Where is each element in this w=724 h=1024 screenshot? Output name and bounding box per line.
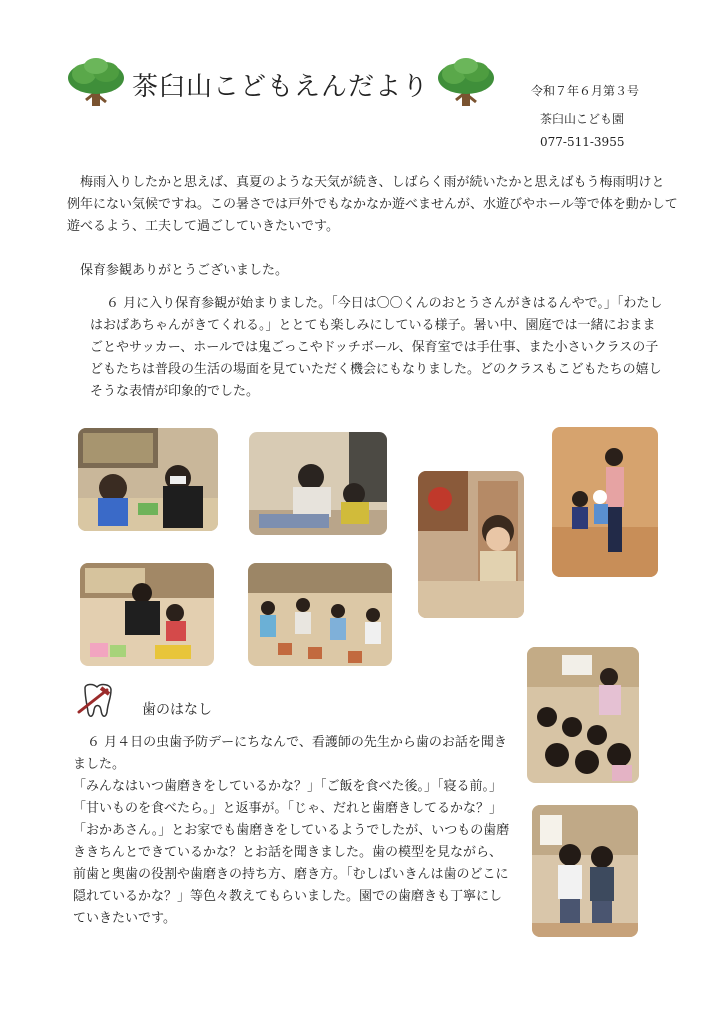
observation-line: はおばあちゃんがきてくれる。」ととても楽しみにしている様子。暑い中、園庭では一緒におまま (90, 318, 656, 333)
photo-child-crawling (418, 471, 524, 618)
teeth-line: 「おかあさん。」とお家でも歯磨きをしているようでしたが、いつもの歯磨 (73, 823, 510, 838)
teeth-section-heading: 歯のはなし (142, 702, 212, 718)
school-name: 茶臼山こども園 (540, 112, 625, 126)
teeth-line: 前歯と奥歯の役割や歯磨きの持ち方、磨き方。「むしばいきんは歯のどこに (73, 867, 509, 882)
photo-handwork-with-mother (78, 428, 218, 531)
teeth-line: 「甘いものを食べたら。」と返事が。「じゃ、だれと歯磨きしてるかな？」 (73, 801, 503, 816)
teeth-line: ました。 (73, 757, 126, 772)
phone-number: 077-511-3955 (540, 135, 625, 149)
photo-hall-play (552, 427, 658, 577)
teeth-line: ていきたいです。 (73, 911, 176, 926)
observation-paragraph (68, 293, 668, 403)
tree-icon-right (436, 58, 496, 112)
photo-children-with-blocks (248, 563, 392, 666)
intro-line: 梅雨入りしたかと思えば、真夏のような天気が続き、しばらく雨が続いたかと思えばもう梅雨明けと (80, 175, 665, 190)
observation-line: どもたちは普段の生活の場面を見ていただく機会にもなりました。どのクラスもこどもたちの嬉し (90, 362, 662, 377)
intro-line: 遊べるよう、工夫して過ごしていきたいです。 (67, 219, 339, 234)
teeth-line: 隠れているかな？」等色々教えてもらいました。園での歯磨きも丁寧にし (73, 889, 503, 904)
tooth-with-toothbrush-icon (77, 682, 119, 724)
intro-line: 例年にない気候ですね。この暑さでは戸外でもなかなか遊べませんが、水遊びやホール等で体を動かして (67, 197, 678, 212)
teeth-line: 「みんなはいつ歯磨きをしているかな？」「ご飯を食べた後。」「寝る前。」 (73, 779, 503, 794)
photo-father-with-children (249, 432, 387, 535)
observation-line: ６ 月に入り保育参観が始まりました。「今日は〇〇くんのおとうさんがきはるんやで。」「わたし (106, 296, 663, 311)
teeth-line: ６ 月４日の虫歯予防デーにちなんで、看護師の先生から歯のお話を聞き (87, 735, 507, 750)
observation-line: そうな表情が印象的でした。 (90, 384, 260, 399)
intro-paragraph (67, 172, 687, 238)
observation-heading: 保育参観ありがとうございました。 (80, 263, 289, 278)
tree-icon-left (66, 58, 126, 112)
teeth-paragraph (73, 732, 513, 930)
photo-brushing-teeth (532, 805, 638, 937)
issue-number: 令和７年６月第３号 (531, 84, 640, 98)
teeth-line: ききちんとできているかな？とお話を聞きました。歯の模型を見ながら、 (73, 845, 503, 860)
observation-line: ごとやサッカー、ホールでは鬼ごっこやドッチボール、保育室では手仕事、また小さいクラスの子 (90, 340, 659, 355)
photo-toddlers-toys (80, 563, 214, 666)
photo-teeth-talk-group (527, 647, 639, 783)
newsletter-title: 茶臼山こどもえんだより (132, 72, 430, 102)
